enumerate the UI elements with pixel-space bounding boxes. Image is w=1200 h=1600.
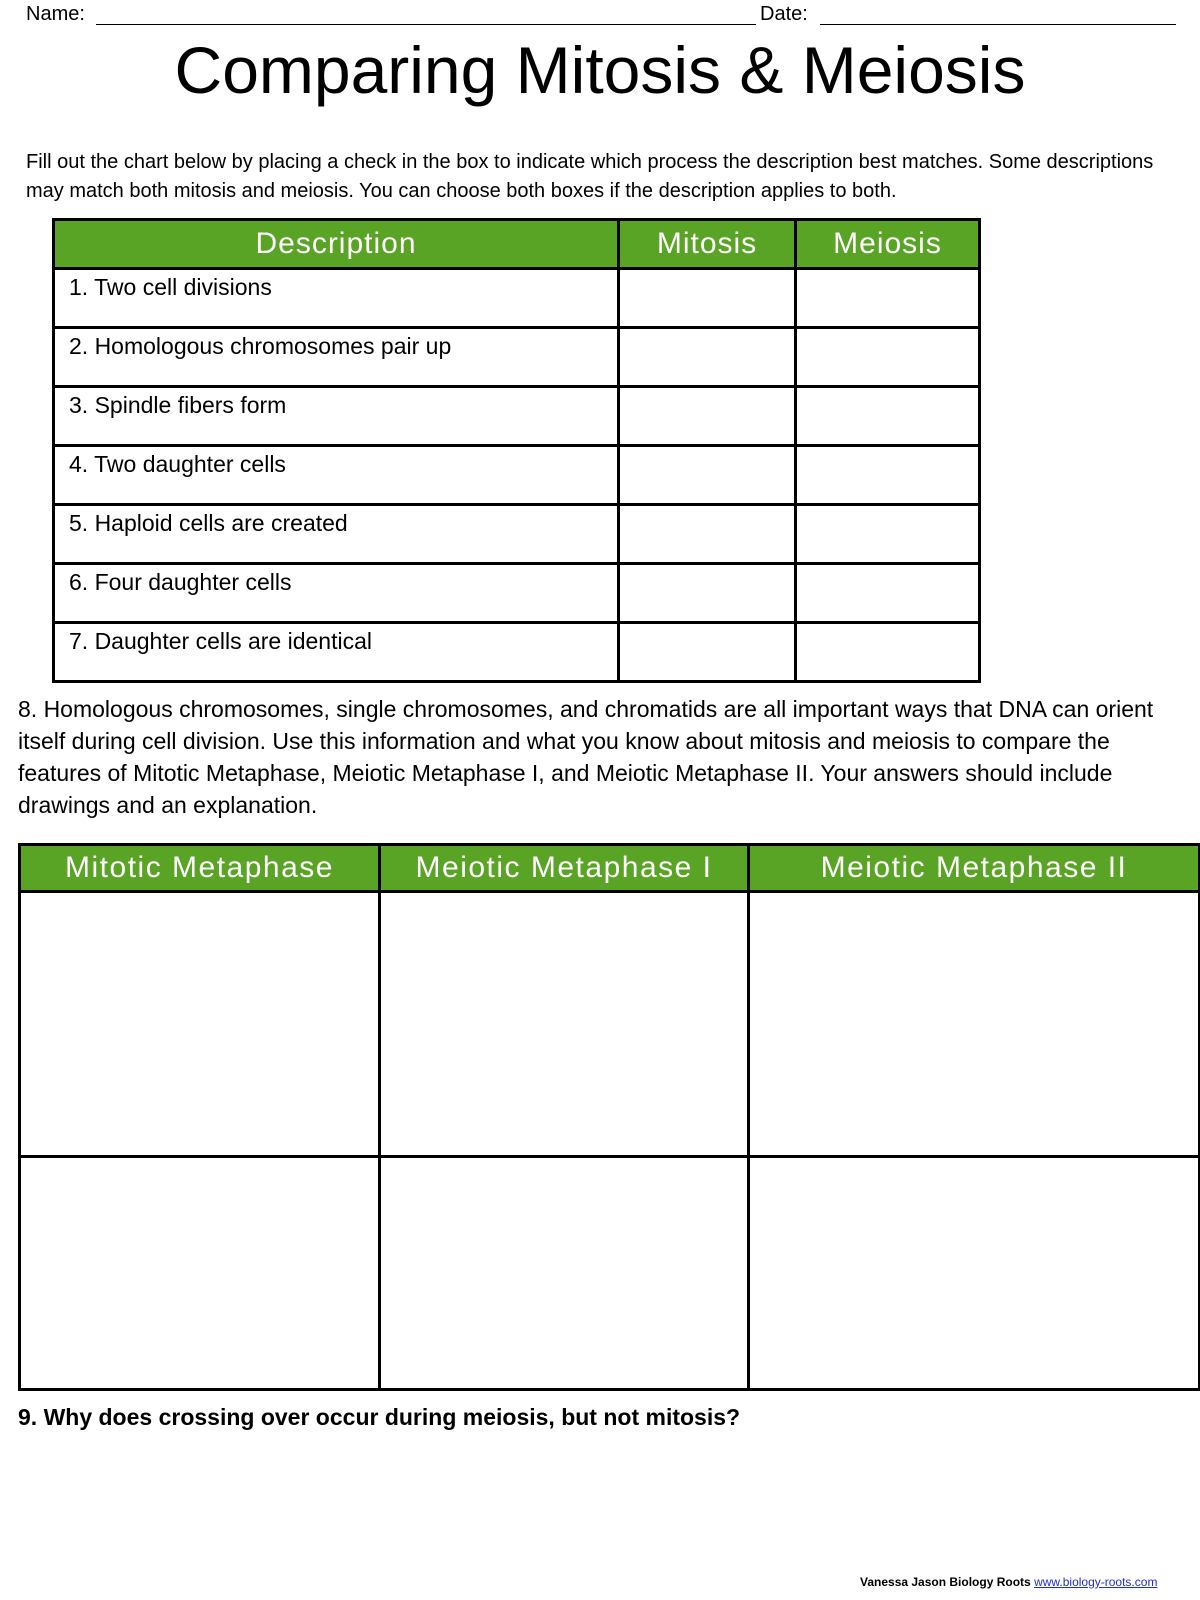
mitosis-checkbox[interactable] bbox=[619, 564, 796, 623]
mitosis-checkbox[interactable] bbox=[619, 505, 796, 564]
mitosis-checkbox[interactable] bbox=[619, 387, 796, 446]
checklist-row bbox=[54, 328, 980, 387]
column-header-meiosis: Meiosis bbox=[796, 220, 980, 269]
mitosis-checkbox[interactable] bbox=[619, 446, 796, 505]
meiosis-checkbox[interactable] bbox=[796, 446, 980, 505]
mitosis-checkbox[interactable] bbox=[619, 623, 796, 682]
checklist-row bbox=[54, 446, 980, 505]
meiosis-checkbox[interactable] bbox=[796, 269, 980, 328]
column-header-meiotic-metaphase-2: Meiotic Metaphase II bbox=[749, 845, 1200, 892]
question-9-text: 9. Why does crossing over occur during meiosis, but not mitosis? bbox=[18, 1404, 741, 1430]
meiosis-checkbox[interactable] bbox=[796, 564, 980, 623]
mitosis-checkbox[interactable] bbox=[619, 328, 796, 387]
meiosis-checkbox[interactable] bbox=[796, 505, 980, 564]
drawing-row bbox=[20, 892, 1200, 1157]
row-description: 6. Four daughter cells bbox=[54, 564, 619, 623]
metaphase-comparison-table bbox=[18, 843, 1200, 1391]
instructions-text: Fill out the chart below by placing a check in the box to indicate which process the description best matches. Some descriptions may match both mitosis and meiosis. You can choose both boxes if the description applies to both. bbox=[26, 151, 1154, 202]
meiotic-metaphase-2-explanation-cell[interactable] bbox=[749, 1157, 1200, 1390]
footer-credit bbox=[860, 1575, 1157, 1589]
meiosis-checkbox[interactable] bbox=[796, 328, 980, 387]
row-description: 3. Spindle fibers form bbox=[54, 387, 619, 446]
date-label: Date: bbox=[760, 3, 808, 25]
explanation-row bbox=[20, 1157, 1200, 1390]
meiosis-checkbox[interactable] bbox=[796, 623, 980, 682]
name-field-line[interactable] bbox=[96, 24, 756, 25]
column-header-description: Description bbox=[54, 220, 619, 269]
row-description: 7. Daughter cells are identical bbox=[54, 623, 619, 682]
column-header-mitotic-metaphase: Mitotic Metaphase bbox=[20, 845, 380, 892]
row-description: 1. Two cell divisions bbox=[54, 269, 619, 328]
meiosis-checkbox[interactable] bbox=[796, 387, 980, 446]
date-field-line[interactable] bbox=[820, 24, 1176, 25]
mitotic-metaphase-explanation-cell[interactable] bbox=[20, 1157, 380, 1390]
checklist-row bbox=[54, 387, 980, 446]
row-description: 2. Homologous chromosomes pair up bbox=[54, 328, 619, 387]
mitosis-checkbox[interactable] bbox=[619, 269, 796, 328]
column-header-mitosis: Mitosis bbox=[619, 220, 796, 269]
question-8-text: 8. Homologous chromosomes, single chromosomes, and chromatids are all important ways that DNA can orient itself during cell division. Use this information and what you know about mitosis and meiosis to compare the features of Mitotic Metaphase, Meiotic Metaphase I, and Meiotic Metaphase II. Your answers should include drawings and an explanation. bbox=[18, 696, 1154, 818]
column-header-meiotic-metaphase-1: Meiotic Metaphase I bbox=[380, 845, 749, 892]
metaphase-header-row bbox=[20, 845, 1200, 892]
row-description: 5. Haploid cells are created bbox=[54, 505, 619, 564]
page-title: Comparing Mitosis & Meiosis bbox=[174, 33, 1026, 107]
checklist-row bbox=[54, 623, 980, 682]
credit-link[interactable]: www.biology-roots.com bbox=[1034, 1575, 1158, 1589]
checklist-row bbox=[54, 269, 980, 328]
checklist-row bbox=[54, 564, 980, 623]
mitosis-meiosis-checklist-table bbox=[52, 218, 981, 683]
meiotic-metaphase-1-explanation-cell[interactable] bbox=[380, 1157, 749, 1390]
checklist-row bbox=[54, 505, 980, 564]
credit-text: Vanessa Jason Biology Roots bbox=[860, 1575, 1035, 1589]
mitotic-metaphase-drawing-cell[interactable] bbox=[20, 892, 380, 1157]
name-label: Name: bbox=[26, 3, 85, 25]
checklist-header-row bbox=[54, 220, 980, 269]
meiotic-metaphase-1-drawing-cell[interactable] bbox=[380, 892, 749, 1157]
row-description: 4. Two daughter cells bbox=[54, 446, 619, 505]
meiotic-metaphase-2-drawing-cell[interactable] bbox=[749, 892, 1200, 1157]
